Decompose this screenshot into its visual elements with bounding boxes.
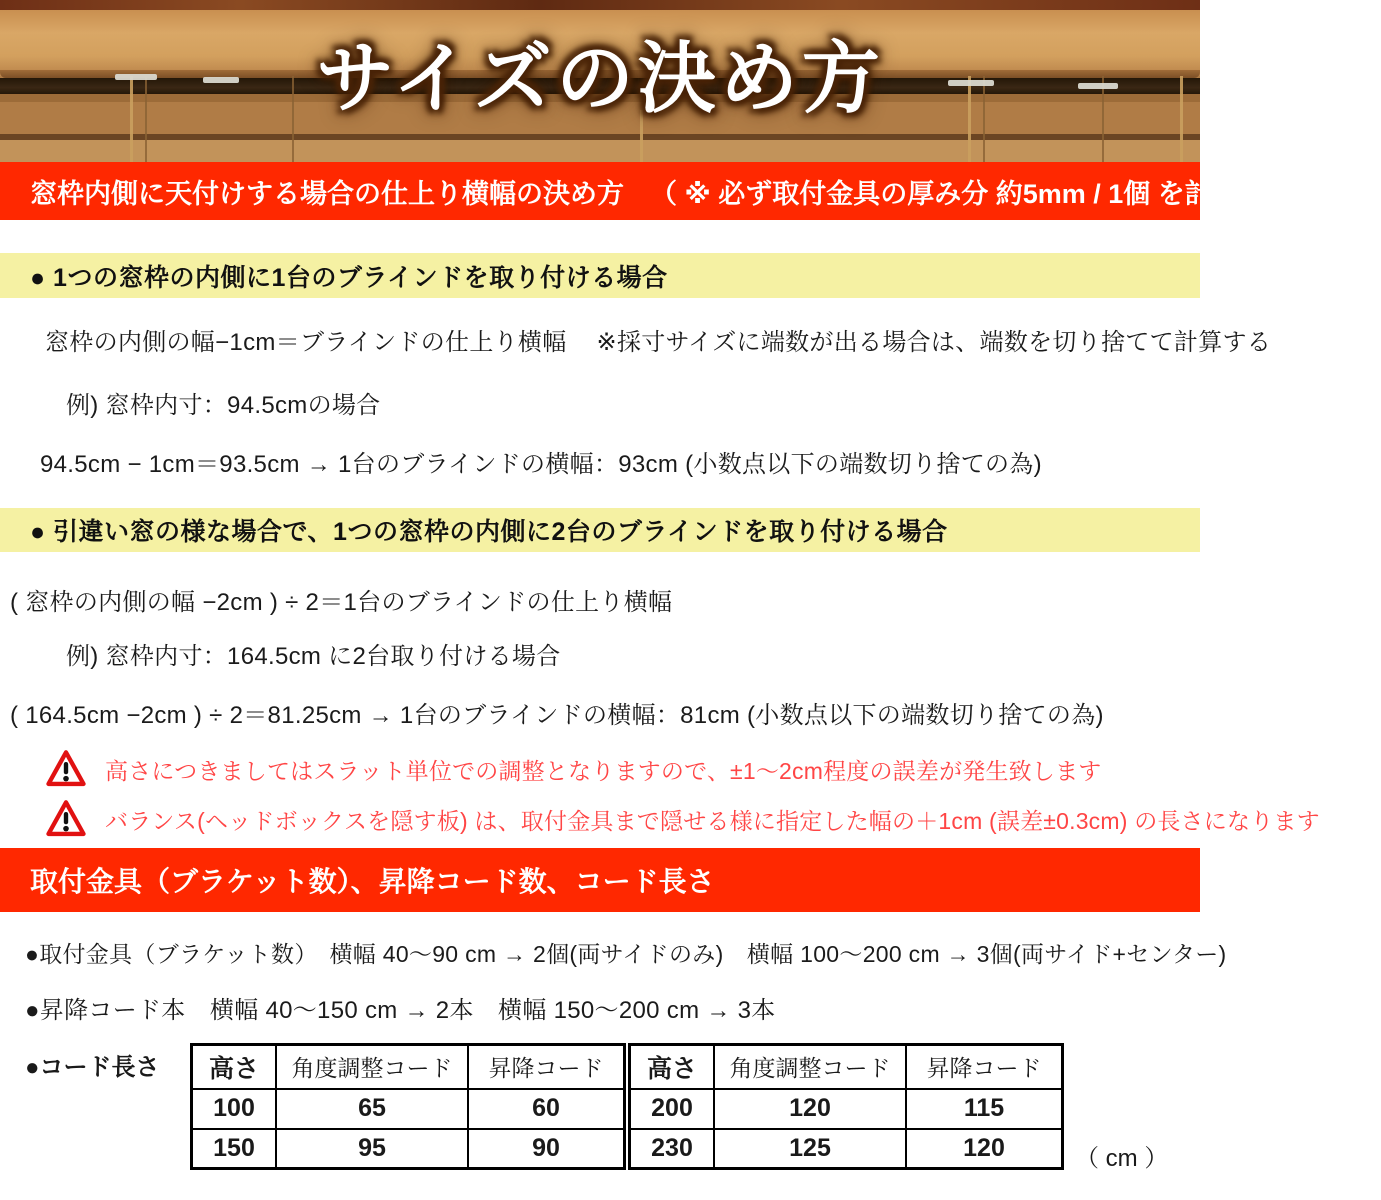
table-cell: 200 (630, 1089, 715, 1129)
warning-triangle-icon (45, 798, 87, 840)
page-title: サイズの決め方 (316, 34, 884, 122)
table-cell: 60 (468, 1089, 625, 1129)
warning-triangle-icon (45, 748, 87, 790)
cords-line: ●昇降コード本 横幅 40〜150 cm → 2本 横幅 150〜200 cm → 3本 (25, 997, 776, 1024)
top-red-banner (0, 162, 1381, 220)
table-row (630, 1089, 1063, 1129)
table-cell: 95 (276, 1129, 468, 1169)
warning-height (45, 748, 1102, 790)
section-heading-one-blind (0, 253, 1200, 298)
table-header-height: 高さ (192, 1045, 277, 1089)
warning-text: バランス(ヘッドボックスを隠す板) は、取付金具まで隠せる様に指定した幅の＋1cm (誤差±0.3cm) の長さになります (105, 807, 1320, 834)
table-cell: 120 (714, 1089, 906, 1129)
example-two-blinds: 例) 窓枠内寸：164.5cm に2台取り付ける場合 (66, 643, 561, 670)
table-cell: 115 (906, 1089, 1063, 1129)
section-heading-text: ● 引違い窓の様な場合で、1つの窓枠の内側に2台のブラインドを取り付ける場合 (30, 518, 948, 546)
warning-valance (45, 798, 1320, 840)
brackets-line: ●取付金具（ブラケット数） 横幅 40〜90 cm → 2個(両サイドのみ) 横幅 100〜200 cm → 3個(両サイド+センター) (25, 941, 1227, 967)
formula-two-blinds: ( 窓枠の内側の幅 −2cm ) ÷ 2＝1台のブラインドの仕上り横幅 (10, 589, 673, 616)
section-heading-hardware (0, 848, 1200, 912)
formula-note: ※採寸サイズに端数が出る場合は、端数を切り捨てて計算する (596, 329, 1272, 356)
section-heading-two-blinds (0, 508, 1200, 552)
calculation-one-blind: 94.5cm − 1cm＝93.5cm → 1台のブラインドの横幅：93cm (小数点以下の端数切り捨ての為) (40, 451, 1042, 478)
cord-length-label: ●コード長さ (25, 1054, 160, 1081)
section-heading-text: ● 1つの窓枠の内側に1台のブラインドを取り付ける場合 (30, 263, 668, 292)
table-cell: 90 (468, 1129, 625, 1169)
calculation-two-blinds: ( 164.5cm −2cm ) ÷ 2＝81.25cm → 1台のブラインドの横幅：81cm (小数点以下の端数切り捨ての為) (10, 702, 1104, 729)
warning-text: 高さにつきましてはスラット単位での調整となりますので、±1〜2cm程度の誤差が発生致します (105, 757, 1102, 784)
table-header-height: 高さ (630, 1045, 715, 1089)
cord-length-table-1 (190, 1043, 626, 1170)
banner-text-left: 窓枠内側に天付けする場合の仕上り横幅の決め方 (30, 178, 624, 209)
table-row (192, 1089, 625, 1129)
unit-label: （ cm ） (1075, 1145, 1169, 1172)
cord-length-table-2 (628, 1043, 1064, 1170)
photo-top-strip (0, 0, 1200, 10)
table-row (192, 1129, 625, 1169)
example-one-blind: 例) 窓枠内寸：94.5cmの場合 (66, 392, 381, 419)
formula-one-blind (45, 322, 1271, 357)
table-cell: 100 (192, 1089, 277, 1129)
table-cell: 65 (276, 1089, 468, 1129)
table-header-angle-cord: 角度調整コード (714, 1045, 906, 1089)
formula-text: 窓枠の内側の幅−1cm＝ブラインドの仕上り横幅 (45, 329, 567, 356)
table-row (630, 1129, 1063, 1169)
table-cell: 125 (714, 1129, 906, 1169)
section-heading-text: 取付金具（ブラケット数）、昇降コード数、コード長さ (30, 866, 715, 897)
table-cell: 150 (192, 1129, 277, 1169)
table-cell: 230 (630, 1129, 715, 1169)
table-header-angle-cord: 角度調整コード (276, 1045, 468, 1089)
table-header-lift-cord: 昇降コード (468, 1045, 625, 1089)
banner-text-right: （ ※ 必ず取付金具の厚み分 約5mm / 1個 を計算に入れる ） (650, 178, 1381, 209)
table-header-lift-cord: 昇降コード (906, 1045, 1063, 1089)
table-cell: 120 (906, 1129, 1063, 1169)
